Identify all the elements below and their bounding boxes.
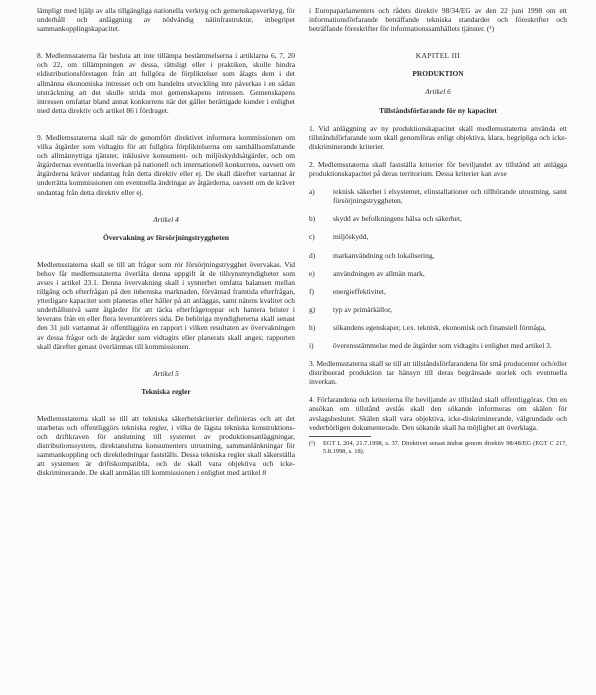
list-item-text: sökandens egenskaper, t.ex. teknisk, ekonomisk och finansiell förmåga,: [333, 322, 546, 332]
article-5-label: Artikel 5: [153, 368, 179, 378]
list-item-label: d): [309, 250, 316, 260]
list-item-label: f): [309, 286, 314, 296]
list-item-text: markanvändning och lokalisering,: [333, 250, 435, 260]
right-intro-paragraph: i Europaparlamentets och rådets direktiv 98/34/EG av den 22 juni 1998 om ett informationsförfarande beträffande tekniska standarder och föreskrifter och beträffande föreskrifter för informationssamhällets tjänster. (¹): [309, 6, 567, 34]
list-item-label: a): [309, 187, 315, 197]
list-item: [309, 187, 567, 205]
article-6-paragraph-4: 4. Förfarandena och kriterierna för beviljande av tillstånd skall offentliggöras. Om en ansökan om tillstånd avslås skall den sökande informeras om skälen för avslagsbeslutet. Skälen skall vara objektiva, icke-diskriminerande, välgrundade och vederbörligen dokumenterade. Den sökande skall ha möjlighet att överklaga.: [309, 395, 567, 432]
paragraph-8: 8. Medlemsstaterna får besluta att inte tillämpa bestämmelserna i artiklarna 6, 7, 20 och 22, om tillämpningen av dessa, rättsligt eller i praktiken, skulle hindra eldistributionsföretagen från att fullgöra de förpliktelser som ålagts dem i det allmänna ekonomiska intresset och om handelns utveckling inte påverkas i en sådan utsträckning att det skulle strida mot gemenskapens intressen. Gemenskapens intressen omfattar bland annat konkurrens när det gäller berättigade kunder i enlighet med detta direktiv och artikel 86 i fördraget.: [37, 51, 295, 115]
list-item-text: skydd av befolkningens hälsa och säkerhet,: [333, 214, 462, 224]
article-6-label: Artikel 6: [425, 87, 451, 97]
list-item-label: g): [309, 304, 316, 314]
left-intro-paragraph: lämpligt med hjälp av alla tillgängliga nationella verktyg och gemenskapsverktyg, för underhåll och anläggning av nödvändig nätinfrastruktur, inbegripet sammankopplingskapacitet.: [37, 6, 295, 34]
article-4-title: Övervakning av försörjningstryggheten: [102, 232, 230, 242]
list-item: [309, 305, 567, 314]
list-item-text: typ av primärkällor,: [333, 304, 392, 314]
article-4-text: Medlemsstaterna skall se till att frågor som rör försörjningstrygghet övervakas. Vid behov får medlemsstaterna överlåta denna uppgift åt de tillsynsmyndigheter som avses i artikel 23.1. Denna övervakning skall i synnerhet omfatta balansen mellan tillgång och efterfrågan på den inhemska marknaden, förväntad framtida efterfrågan, ytterligare kapacitet som planeras eller håller på att anläggas, samt nätens kvalitet och underhållsnivå samt åtgärder för att täcka efterfrågetoppar och hantera brister i leverans från en eller flera leverantörers sida. De behöriga myndigheterna skall senast den 31 juli vartannat år offentliggöra en rapport i vilken resultaten av övervakningen av dessa frågor och de åtgärder som vidtagits eller planerats skall anges; rapporten skall därefter genast överlämnas till kommissionen.: [37, 259, 295, 351]
chapter-label: KAPITEL III: [415, 51, 461, 61]
list-item: [309, 341, 567, 350]
list-item: [309, 323, 567, 332]
article-6-paragraph-2: 2. Medlemsstaterna skall fastställa kriterier för beviljandet av tillstånd att anlägga produktionskapacitet på deras territorium. Dessa kriterier kan avse: [309, 159, 567, 179]
list-item-text: energieffektivitet,: [333, 286, 386, 296]
article-6-paragraph-3: 3. Medlemsstaterna skall se till att tillståndsförfarandena för små producenter och/eller distribuerad produktion tar hänsyn till deras begränsade storlek och eventuella inverkan.: [309, 359, 567, 387]
list-item-label: i): [309, 340, 314, 350]
article-5-title: Tekniska regler: [141, 386, 191, 396]
article-5-text: Medlemsstaterna skall se till att tekniska säkerhetskriterier definieras och att det utarbetas och offentliggörs tekniska regler, i vilka de lägsta tekniska konstruktions- och driftkraven för anslutning till systemet av produktionsanläggningar, distributionssystem, direktanslutna konsumenters utrustning, sammanlänkningar för sammankoppling och direktledningar fastställs. Dessa tekniska regler skall säkerställa att systemen är driftskompatibla, och de skall vara objektiva och icke-diskriminerande. De skall anmälas till kommissionen i enlighet med artikel 8: [37, 413, 295, 478]
list-item-text: teknisk säkerhet i elsystemet, elinstallationer och tillhörande utrustning, samt försörjningstryggheten,: [333, 187, 567, 206]
list-item-label: h): [309, 322, 316, 332]
list-item: [309, 251, 567, 260]
list-item-text: överensstämmelse med de åtgärder som vidtagits i enlighet med artikel 3.: [333, 340, 552, 350]
article-6-title: Tillståndsförfarande för ny kapacitet: [379, 105, 497, 115]
footnote: [309, 440, 567, 456]
article-6-paragraph-1: 1. Vid anläggning av ny produktionskapacitet skall medlemsstaterna använda ett tillståndsförfarande som skall genomföras enligt objektiva, klara, begripliga och icke-diskriminerande kriterier.: [309, 123, 567, 151]
paragraph-9: 9. Medlemsstaterna skall när de genomfört direktivet informera kommissionen om vilka åtgärder som vidtagits för att fullgöra förpliktelserna om samhällsomfattande och allmännyttiga tjänster, inklusive konsument- och miljöskyddsåtgärder, och om åtgärdernas eventuella inverkan på nationell och internationell konkurrens, oavsett om åtgärderna kräver undantag från detta direktiv eller ej. De skall därefter vartannat år underrätta kommissionen om eventuella ändringar av åtgärderna, oavsett om de kräver undantag från detta direktiv eller ej.: [37, 132, 295, 197]
list-item-label: e): [309, 268, 315, 278]
left-column: [37, 6, 295, 478]
list-item-label: c): [309, 232, 315, 242]
footnote-label: (¹): [309, 439, 316, 447]
article-4-label: Artikel 4: [153, 214, 179, 224]
list-item: [309, 269, 567, 278]
list-item: [309, 232, 567, 241]
footnote-text: EGT L 204, 21.7.1998, s. 37. Direktivet senast ändrat genom direktiv 98/48/EG (EGT C 217, 5.8.1998, s. 18).: [323, 439, 567, 455]
list-item-label: b): [309, 214, 316, 224]
list-item-text: miljöskydd,: [333, 232, 369, 242]
right-column: [309, 6, 567, 456]
chapter-title: PRODUKTION: [412, 69, 464, 79]
footnote-divider: [309, 436, 371, 437]
list-item: [309, 287, 567, 296]
list-item-text: användningen av allmän mark,: [333, 268, 425, 278]
list-item: [309, 214, 567, 223]
